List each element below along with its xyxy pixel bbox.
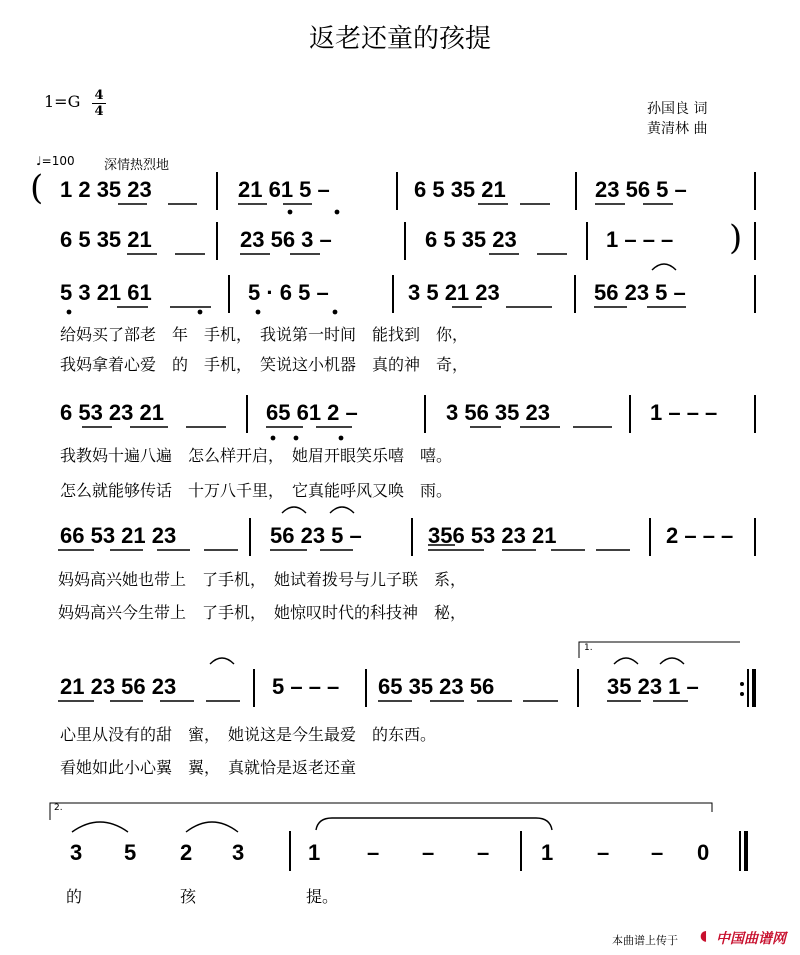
row6-lyrics-verse1: 心里从没有的甜 蜜， 她说这是今生最爱 的东西。 <box>60 725 437 744</box>
row3-lyrics-verse2: 我妈拿着心爱 的 手机， 笑说这小机器 真的神 奇， <box>60 355 469 374</box>
song-title: 返老还童的孩提 <box>308 24 491 54</box>
row2-measure2: 23 56 3 – <box>240 227 332 252</box>
row4-measure4: 1 – – – <box>650 400 718 425</box>
site-logo-text[interactable]: 中国曲谱网 <box>716 931 786 947</box>
repeat-paren-close: ) <box>729 218 743 258</box>
key-signature: 1=G <box>44 92 81 111</box>
row5-measure1: 66 53 21 23 <box>60 523 177 548</box>
row6-measure4: 35 23 1 – <box>607 674 699 699</box>
row7-note-7: – <box>422 840 435 865</box>
row4-measure1: 6 53 23 21 <box>60 400 164 425</box>
row7-note-3: 2 <box>180 840 193 865</box>
row4-lyrics-verse1: 我教妈十遍八遍 怎么样开启， 她眉开眼笑乐嘻 嘻。 <box>60 446 453 465</box>
row7-note-4: 3 <box>232 840 245 865</box>
row7-note-9: 1 <box>541 840 554 865</box>
row3-measure4: 56 23 5 – <box>594 280 686 305</box>
row7-note-10: – <box>597 840 610 865</box>
row2-measure3: 6 5 35 23 <box>425 227 517 252</box>
row1-measure3: 6 5 35 21 <box>414 177 506 202</box>
row3-lyrics-verse1: 给妈买了部老 年 手机， 我说第一时间 能找到 你， <box>60 325 469 344</box>
row5-lyrics-verse2: 妈妈高兴今生带上 了手机， 她惊叹时代的科技神 秘， <box>58 603 467 622</box>
row4-lyrics-verse2: 怎么就能够传话 十万八千里， 它真能呼风又唤 雨。 <box>60 481 453 500</box>
row2-measure4: 1 – – – <box>606 227 674 252</box>
row6-measure3: 65 35 23 56 <box>378 674 495 699</box>
row7-lyric-3: 提。 <box>306 887 339 906</box>
row1-measure4: 23 56 5 – <box>595 177 687 202</box>
composer-credit: 黄清林 曲 <box>647 121 708 137</box>
row7-lyric-1: 的 <box>66 887 83 906</box>
row6-measure2: 5 – – – <box>272 674 340 699</box>
row6-lyrics-verse2: 看她如此小心翼 翼， 真就恰是返老还童 <box>60 758 357 777</box>
row2-measure1: 6 5 35 21 <box>60 227 152 252</box>
meter-bottom: 4 <box>92 103 106 119</box>
tempo-mark: ♩=100 <box>36 154 75 168</box>
lyricist-credit: 孙国良 词 <box>647 101 708 117</box>
site-logo-icon: ◖ <box>700 928 708 944</box>
row6-measure1: 21 23 56 23 <box>60 674 177 699</box>
row1-measure2: 21 61 5 – <box>238 177 330 202</box>
row3-measure3: 3 5 21 23 <box>408 280 500 305</box>
row1-measure1: 1 2 35 23 <box>60 177 152 202</box>
row3-measure2: 5 · 6 5 – <box>248 280 329 305</box>
row7-lyric-2: 孩 <box>180 887 197 906</box>
row5-lyrics-verse1: 妈妈高兴她也带上 了手机， 她试着拨号与儿子联 系， <box>58 570 467 589</box>
row4-measure2: 65 61 2 – <box>266 400 358 425</box>
volta-1-label: 1. <box>584 643 593 653</box>
row7-note-6: – <box>367 840 380 865</box>
volta-2-label: 2. <box>54 803 63 813</box>
footer-upload-text: 本曲谱上传于 <box>612 934 678 947</box>
row7-note-11: – <box>651 840 664 865</box>
row7-note-8: – <box>477 840 490 865</box>
row7-note-5: 1 <box>308 840 321 865</box>
row7-note-1: 3 <box>70 840 83 865</box>
repeat-paren-open: ( <box>30 168 44 208</box>
row3-measure1: 5 3 21 61 <box>60 280 152 305</box>
row4-measure3: 3 56 35 23 <box>446 400 550 425</box>
meter-top: 4 <box>94 88 104 103</box>
row5-measure2: 56 23 5 – <box>270 523 362 548</box>
row7-note-12: 0 <box>697 840 710 865</box>
row5-measure3: 356 53 23 21 <box>428 523 557 548</box>
expression-mark: 深情热烈地 <box>104 158 170 173</box>
row7-note-2: 5 <box>124 840 137 865</box>
row5-measure4: 2 – – – <box>666 523 734 548</box>
